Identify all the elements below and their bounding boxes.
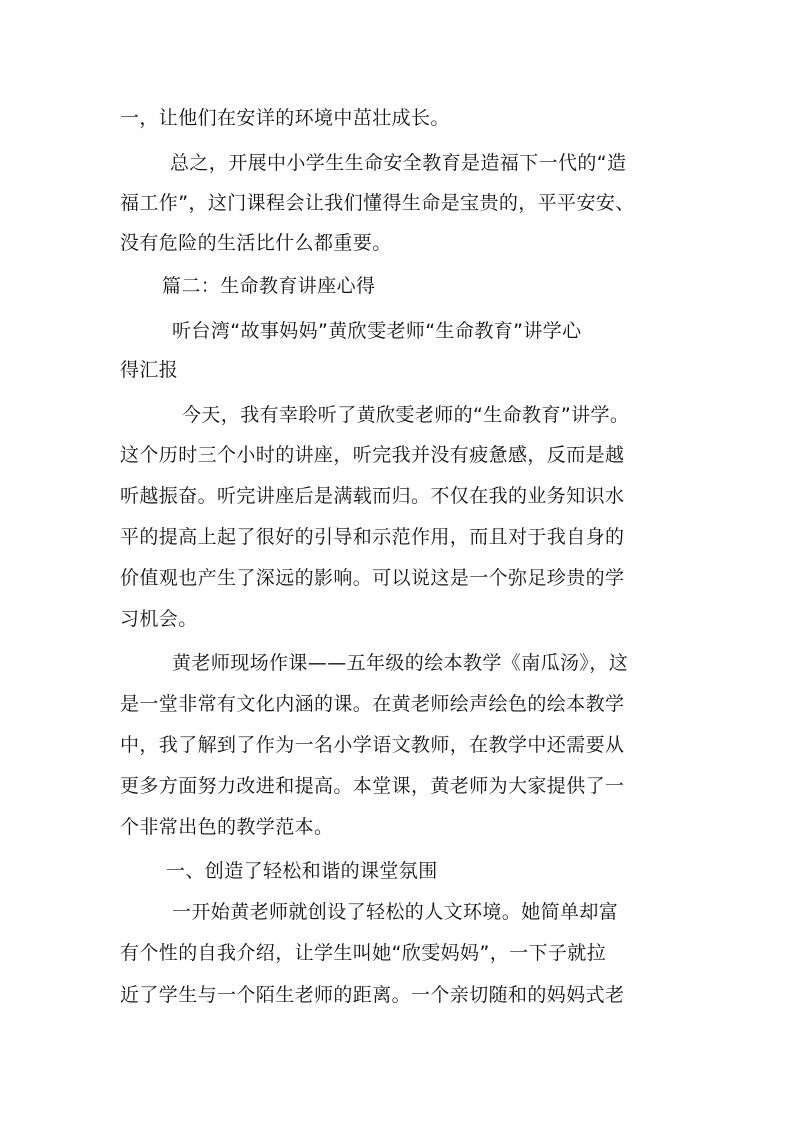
section-heading: 篇二：生命教育讲座心得 (162, 275, 376, 297)
text-line: 平的提高上起了很好的引导和示范作用，而且对于我自身的 (120, 526, 625, 548)
text-line: 这个历时三个小时的讲座，听完我并没有疲惫感，反而是越 (120, 444, 625, 466)
text-line: 听台湾“故事妈妈”黄欣雯老师“生命教育”讲学心 (172, 320, 582, 342)
text-line: 福工作”，这门课程会让我们懂得生命是宝贵的，平平安安、 (120, 192, 635, 214)
text-line: 得汇报 (120, 359, 179, 381)
text-line: 一开始黄老师就创设了轻松的人文环境。她简单却富 (172, 901, 619, 923)
text-line: 更多方面努力改进和提高。本堂课，黄老师为大家提供了一 (120, 775, 625, 797)
text-line: 习机会。 (120, 608, 198, 630)
section-heading: 一、创造了轻松和谐的课堂氛围 (166, 860, 438, 882)
text-line: 总之，开展中小学生生命安全教育是造福下一代的“造 (170, 152, 627, 174)
text-line: 个非常出色的教学范本。 (120, 816, 334, 838)
text-line: 是一堂非常有文化内涵的课。在黄老师绘声绘色的绘本教学 (120, 693, 625, 715)
text-line: 一，让他们在安详的环境中茁壮成长。 (120, 107, 450, 129)
text-line: 今天，我有幸聆听了黄欣雯老师的“生命教育”讲学。 (182, 404, 630, 426)
text-line: 中，我了解到了作为一名小学语文教师，在教学中还需要从 (120, 734, 625, 756)
text-line: 没有危险的生活比什么都重要。 (120, 232, 392, 254)
text-line: 黄老师现场作课——五年级的绘本教学《南瓜汤》，这 (172, 652, 629, 674)
text-line: 近了学生与一个陌生老师的距离。一个亲切随和的妈妈式老 (120, 984, 625, 1006)
text-line: 价值观也产生了深远的影响。可以说这是一个弥足珍贵的学 (120, 567, 625, 589)
text-line: 有个性的自我介绍，让学生叫她“欣雯妈妈”，一下子就拉 (120, 942, 607, 964)
text-line: 听越振奋。听完讲座后是满载而归。不仅在我的业务知识水 (120, 485, 625, 507)
